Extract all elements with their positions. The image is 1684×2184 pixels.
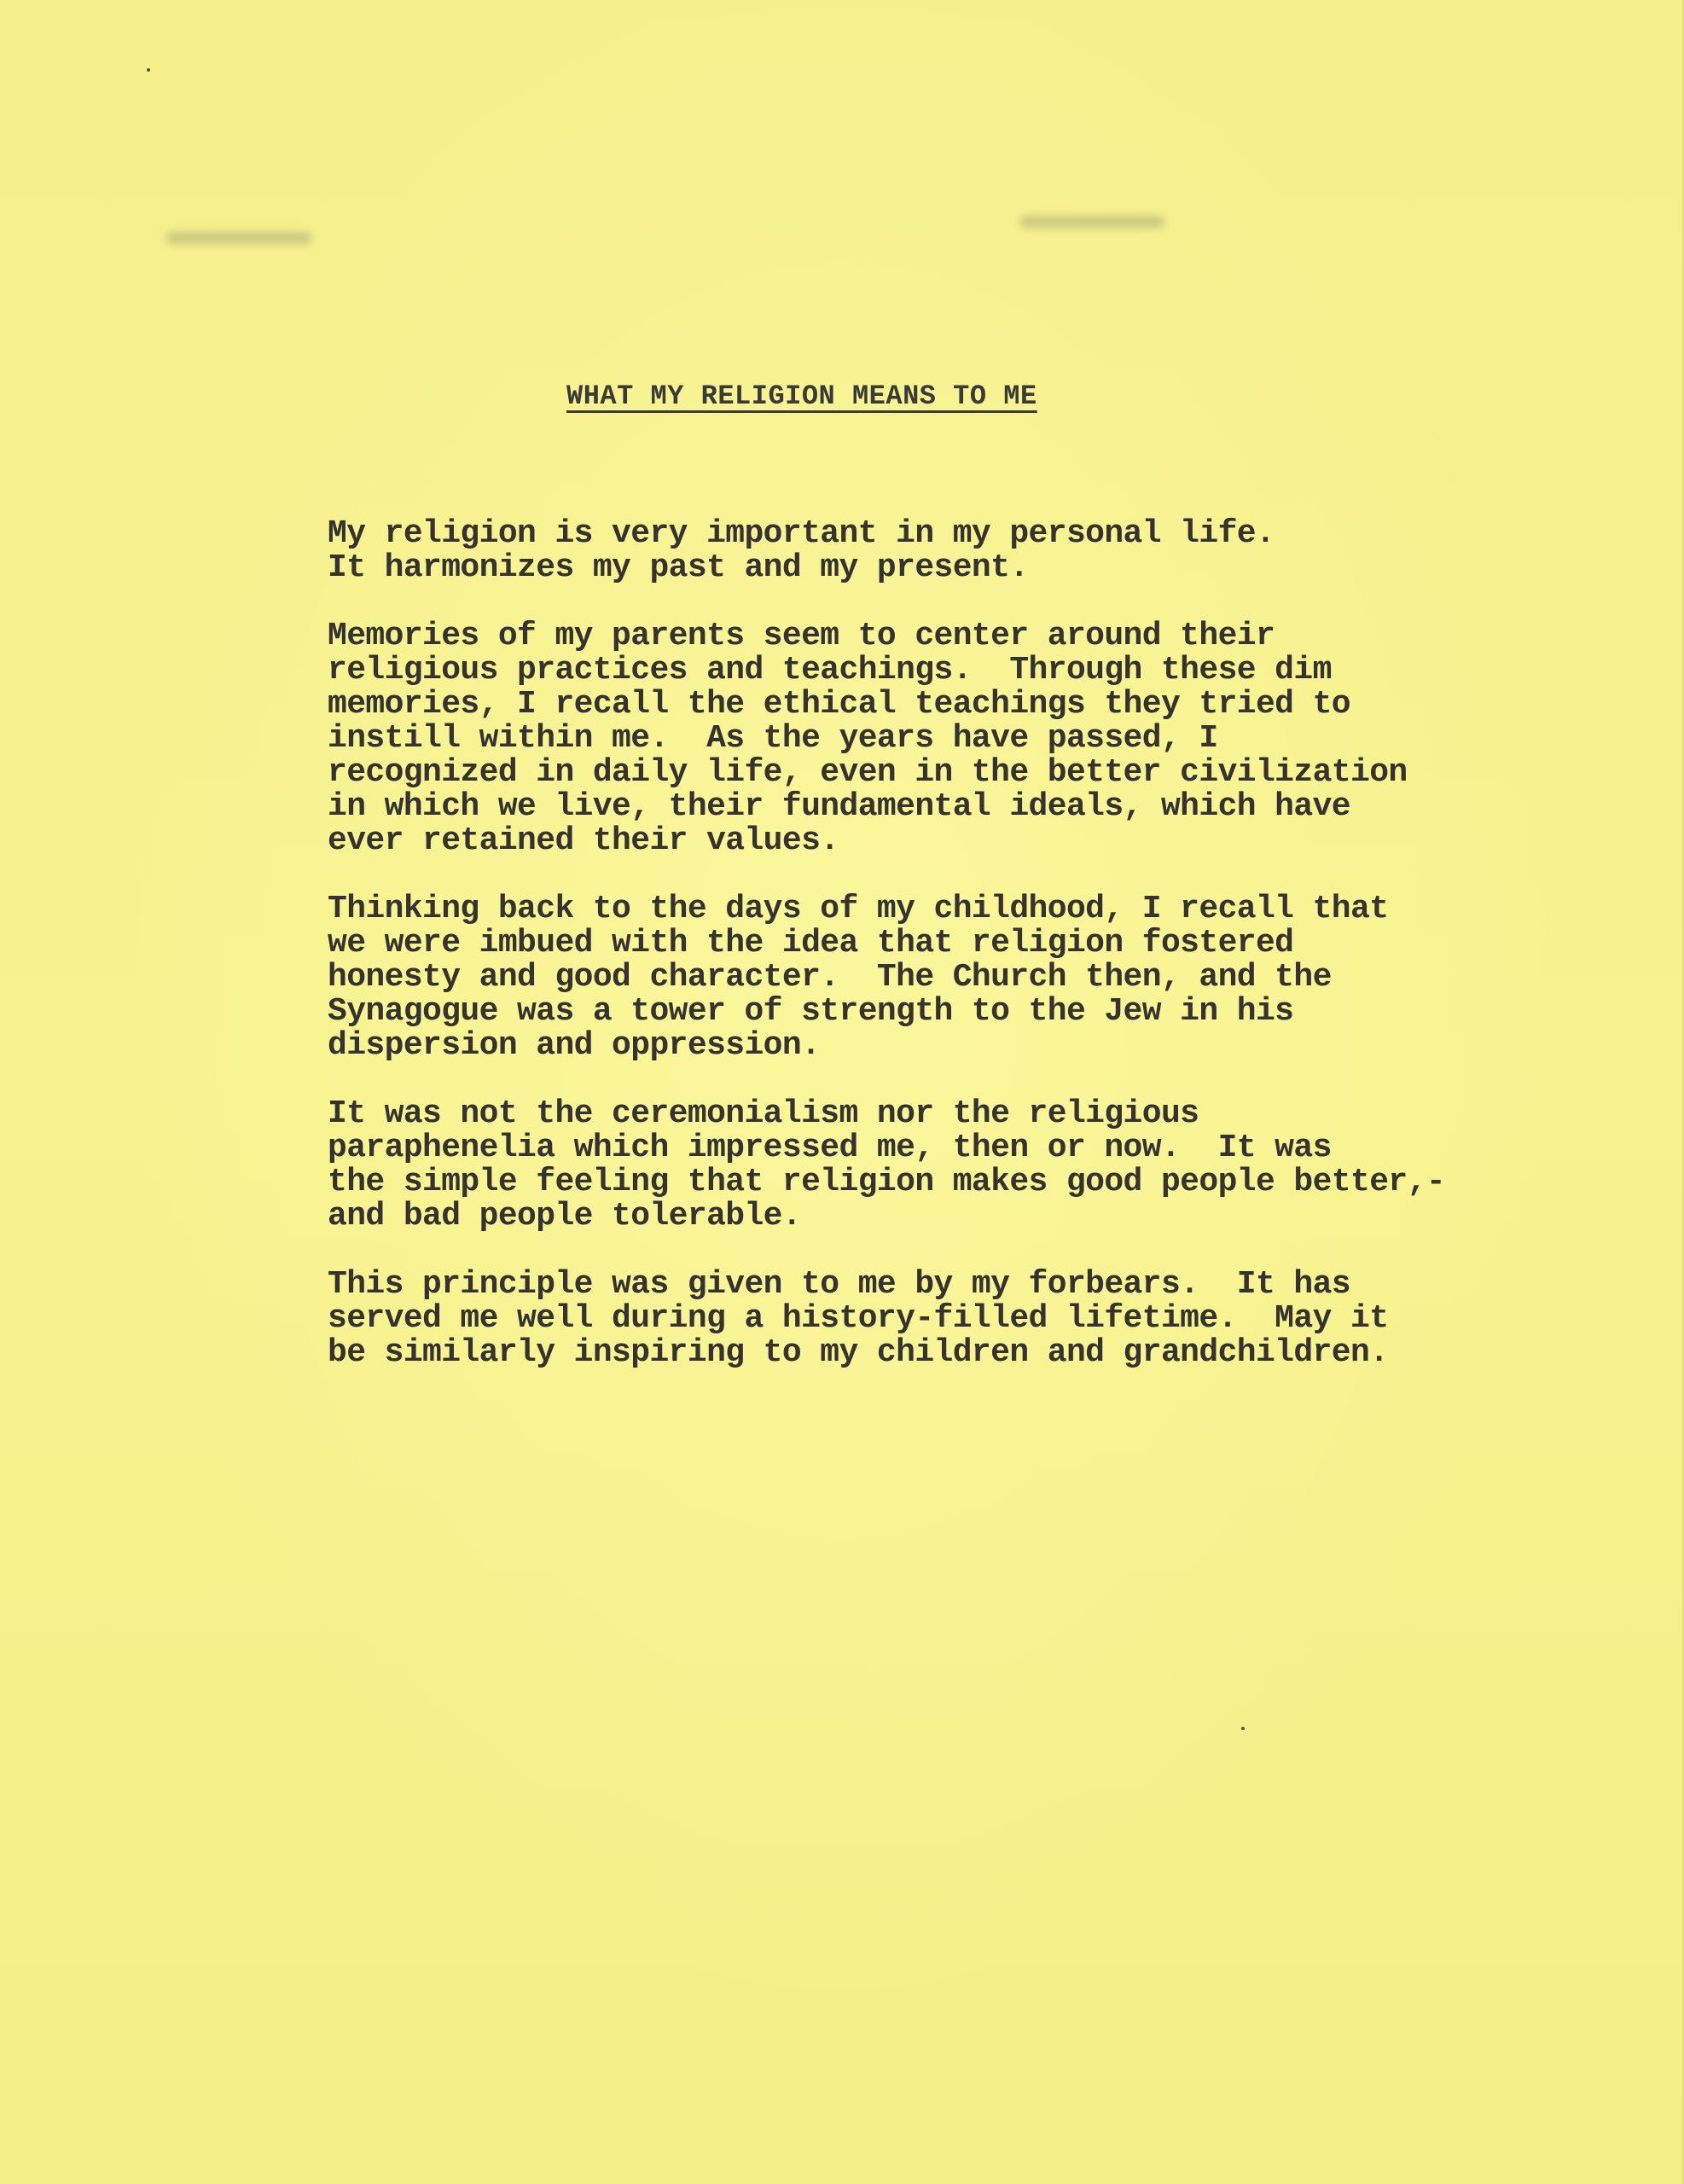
text-line: religious practices and teachings. Through these dim [328,652,1332,688]
body-text [328,517,1539,1404]
text-line: This principle was given to me by my forbears. It has [328,1266,1351,1303]
text-line: the simple feeling that religion makes good people better,- [328,1164,1446,1200]
ink-smudge [166,232,311,244]
paper-speck [1241,1727,1245,1730]
text-line: It harmonizes my past and my present. [328,549,1029,586]
text-line: in which we live, their fundamental ideals, which have [328,788,1351,825]
paragraph-4 [328,1097,1539,1234]
text-line: honesty and good character. The Church then, and the [328,959,1332,996]
text-line: memories, I recall the ethical teachings they tried to [328,686,1351,723]
page-title: WHAT MY RELIGION MEANS TO ME [566,380,1037,412]
text-line: Synagogue was a tower of strength to the Jew in his [328,993,1294,1030]
text-line: ever retained their values. [328,822,839,859]
text-line: Thinking back to the days of my childhood, I recall that [328,891,1389,927]
text-line: instill within me. As the years have passed, I [328,720,1218,757]
text-line: and bad people tolerable. [328,1198,802,1234]
paragraph-5 [328,1268,1539,1370]
text-line: recognized in daily life, even in the better civilization [328,754,1408,791]
text-line: served me well during a history-filled lifetime. May it [328,1300,1389,1337]
text-line: Memories of my parents seem to center around their [328,618,1275,654]
paragraph-3 [328,892,1539,1063]
text-line: My religion is very important in my personal life. [328,515,1275,552]
paragraph-1 [328,517,1539,585]
paper-speck [147,68,150,72]
text-line: It was not the ceremonialism nor the religious [328,1095,1199,1132]
paragraph-2 [328,619,1539,858]
ink-smudge [1019,216,1164,228]
text-line: paraphenelia which impressed me, then or now. It was [328,1130,1332,1166]
text-line: be similarly inspiring to my children and grandchildren. [328,1334,1389,1371]
text-line: we were imbued with the idea that religion fostered [328,925,1294,961]
text-line: dispersion and oppression. [328,1027,821,1064]
